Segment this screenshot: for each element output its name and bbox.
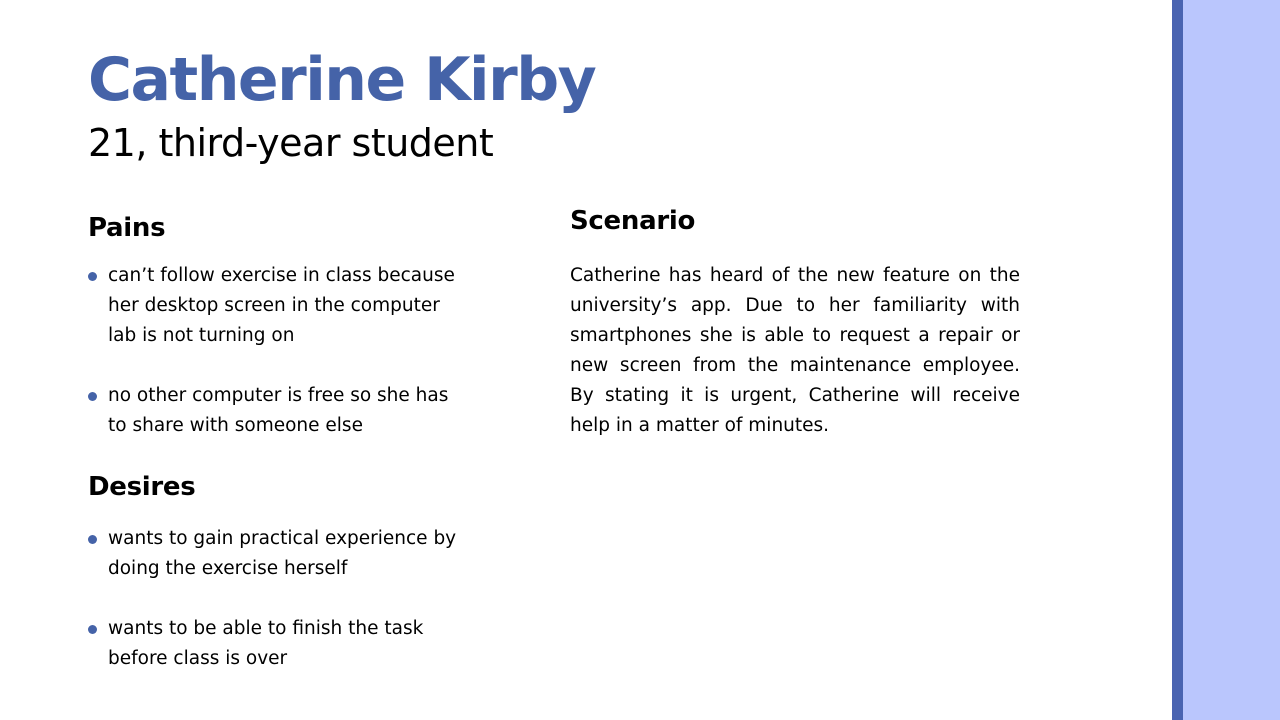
pains-item — [88, 261, 468, 351]
desires-list — [88, 524, 468, 704]
bullet-dot-icon — [88, 272, 97, 281]
scenario-text: Catherine has heard of the new feature on the university’s app. Due to her familiarity with smartphones she is able to request a repair or new screen from the maintenance employee. By stating it is urgent, Catherine will receive help in a matter of minutes. — [570, 265, 1020, 436]
desires-item-text: wants to gain practical experience by doing the exercise herself — [108, 528, 457, 579]
persona-name: Catherine Kirby — [88, 45, 596, 115]
desires-heading: Desires — [88, 472, 196, 502]
side-accent-panel — [1183, 0, 1280, 720]
desires-item-text: wants to be able to finish the task before class is over — [108, 618, 424, 669]
desires-item — [88, 524, 468, 584]
pains-list — [88, 261, 468, 471]
pains-heading: Pains — [88, 213, 166, 243]
pains-item-text: no other computer is free so she has to share with someone else — [108, 385, 449, 436]
bullet-dot-icon — [88, 392, 97, 401]
scenario-heading: Scenario — [570, 206, 696, 236]
pains-item-text: can’t follow exercise in class because her desktop screen in the computer lab is not turning on — [108, 265, 455, 346]
side-accent-stripe — [1172, 0, 1183, 720]
bullet-dot-icon — [88, 535, 97, 544]
desires-item — [88, 614, 468, 674]
persona-subtitle: 21, third-year student — [88, 121, 494, 165]
bullet-dot-icon — [88, 625, 97, 634]
pains-item — [88, 381, 468, 441]
